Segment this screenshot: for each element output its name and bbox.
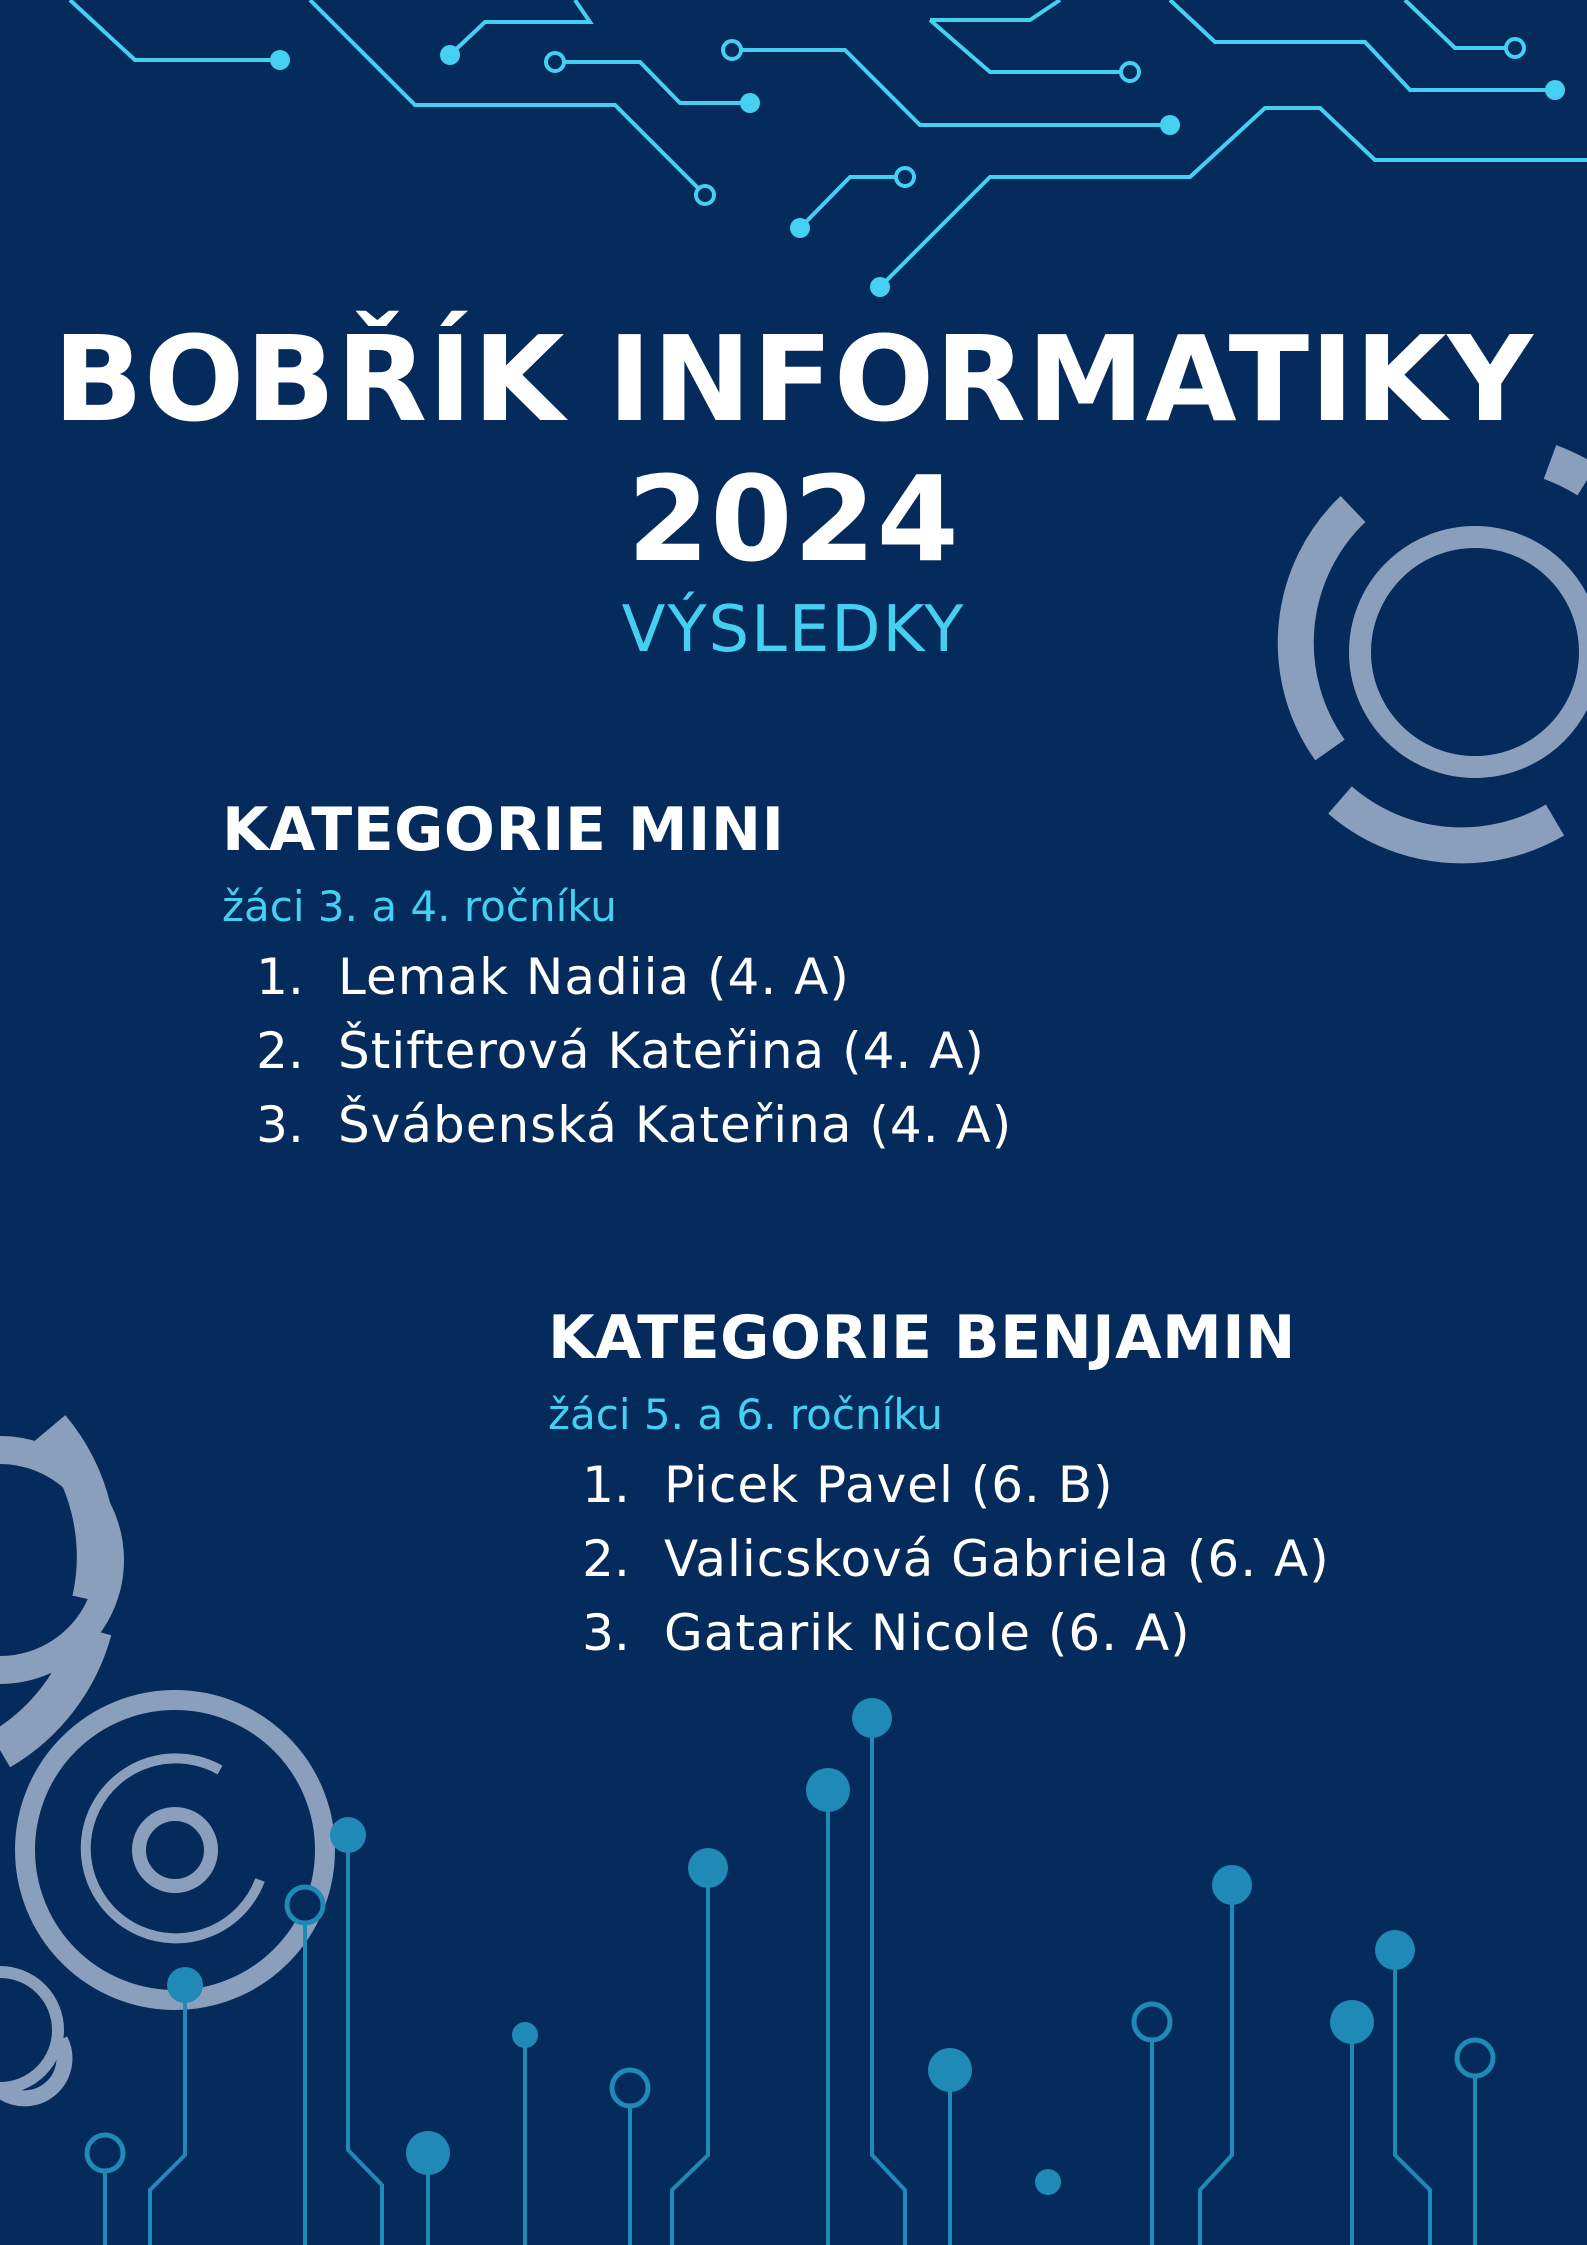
- list-item: [548, 1456, 1330, 1530]
- rank-number: 3.: [256, 1096, 304, 1154]
- category-subtitle: žáci 3. a 4. ročníku: [222, 882, 617, 931]
- results-list: [548, 1456, 1330, 1678]
- page-title-line1: BOBŘÍK INFORMATIKY: [53, 310, 1534, 448]
- rank-number: 1.: [256, 948, 304, 1006]
- results-list: [222, 948, 1012, 1170]
- student-name: Gatarik Nicole (6. A): [664, 1604, 1191, 1662]
- list-item: [222, 1022, 1012, 1096]
- student-name: Valicsková Gabriela (6. A): [664, 1530, 1330, 1588]
- top-circuit-rings: [546, 39, 1524, 204]
- student-name: Picek Pavel (6. B): [664, 1456, 1114, 1514]
- bottom-circuit-nodes: [167, 1698, 1415, 2195]
- list-item: [222, 1096, 1012, 1170]
- rank-number: 2.: [256, 1022, 304, 1080]
- rank-number: 1.: [582, 1456, 630, 1514]
- rank-number: 3.: [582, 1604, 630, 1662]
- top-circuit-nodes: [270, 45, 1565, 297]
- left-ring-graphic: [0, 1428, 325, 2098]
- student-name: Štifterová Kateřina (4. A): [338, 1022, 985, 1080]
- category-benjamin: [548, 1303, 1330, 1678]
- list-item: [548, 1604, 1330, 1678]
- student-name: Lemak Nadiia (4. A): [338, 948, 850, 1006]
- student-name: Švábenská Kateřina (4. A): [338, 1096, 1013, 1154]
- category-title: KATEGORIE MINI: [222, 795, 785, 865]
- top-circuit-traces: [70, 0, 1587, 287]
- page-title-year: 2024: [627, 450, 960, 588]
- bottom-circuit-traces: [105, 1718, 1475, 2245]
- page-subtitle: VÝSLEDKY: [621, 593, 966, 667]
- category-mini: [222, 795, 1013, 1170]
- category-title: KATEGORIE BENJAMIN: [548, 1303, 1296, 1373]
- list-item: [548, 1530, 1330, 1604]
- rank-number: 2.: [582, 1530, 630, 1588]
- category-subtitle: žáci 5. a 6. ročníku: [548, 1390, 943, 1439]
- list-item: [222, 948, 1012, 1022]
- bottom-circuit-rings: [87, 1887, 1493, 2171]
